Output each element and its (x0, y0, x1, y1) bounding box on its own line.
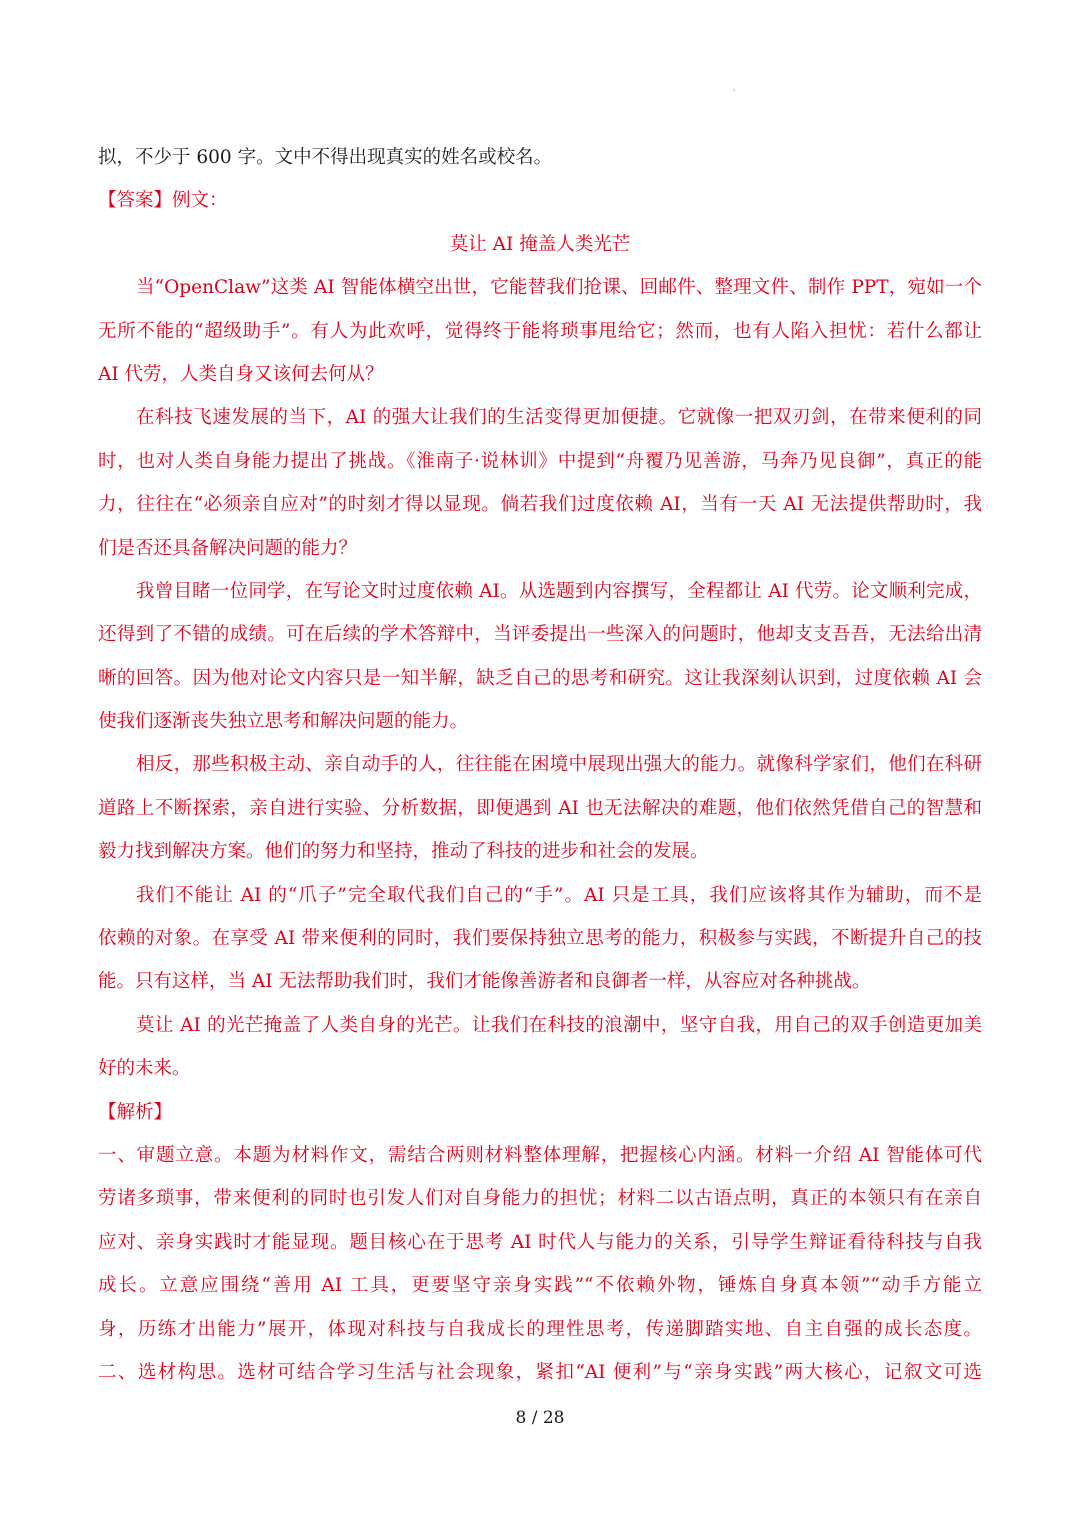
essay-line: 无所不能的“超级助手”。有人为此欢呼，觉得终于能将琐事甩给它；然而，也有人陷入担忧：若什么都让 (98, 320, 982, 342)
essay-title: 莫让 AI 掩盖人类光芒 (449, 233, 631, 255)
page-content (98, 136, 982, 1394)
essay-paragraph (98, 266, 982, 396)
analysis-line: 劳诸多琐事，带来便利的同时也引发人们对自身能力的担忧；材料二以古语点明，真正的本领只有在亲自 (98, 1188, 982, 1210)
analysis-section (98, 1134, 982, 1394)
essay-line: 时，也对人类自身能力提出了挑战。《淮南子·说林训》中提到“舟覆乃见善游，马奔乃见良御”，真正的能 (98, 450, 982, 472)
analysis-line: 身，历练才出能力”展开，体现对科技与自我成长的理性思考，传递脚踏实地、自主自强的成长态度。 (98, 1318, 982, 1340)
essay-line: 道路上不断探索，亲自进行实验、分析数据，即便遇到 AI 也无法解决的难题，他们依然凭借自己的智慧和 (98, 797, 982, 819)
essay-line: 们是否还具备解决问题的能力？ (98, 537, 358, 559)
essay-paragraph (98, 1004, 982, 1091)
essay-line: AI 代劳，人类自身又该何去何从？ (98, 363, 384, 385)
essay-line: 我们不能让 AI 的“爪子”完全取代我们自己的“手”。AI 只是工具，我们应该将其作为辅助，而不是 (136, 884, 982, 906)
essay-line: 晰的回答。因为他对论文内容只是一知半解，缺乏自己的思考和研究。这让我深刻认识到，过度依赖 AI 会 (98, 667, 982, 689)
analysis-label: 【解析】 (98, 1101, 173, 1123)
essay-paragraph (98, 743, 982, 873)
question-tail: 拟，不少于 600 字。文中不得出现真实的姓名或校名。 (98, 147, 553, 168)
essay-line: 依赖的对象。在享受 AI 带来便利的同时，我们要保持独立思考的能力，积极参与实践，不断提升自己的技 (98, 928, 982, 950)
answer-label: 【答案】例文： (98, 190, 228, 212)
analysis-line: 二、选材构思。选材可结合学习生活与社会现象，紧扣“AI 便利”与“亲身实践”两大核心，记叙文可选 (98, 1361, 982, 1383)
essay-paragraph (98, 570, 982, 744)
essay-paragraph (98, 396, 982, 570)
essay-line: 使我们逐渐丧失独立思考和解决问题的能力。 (98, 711, 469, 733)
essay-line: 力，往往在“必须亲自应对”的时刻才得以显现。倘若我们过度依赖 AI，当有一天 AI 无法提供帮助时，我 (98, 494, 982, 516)
header-mark: ' (733, 88, 736, 97)
essay-line: 还得到了不错的成绩。可在后续的学术答辩中，当评委提出一些深入的问题时，他却支支吾吾，无法给出清 (98, 624, 982, 646)
analysis-line: 成长。立意应围绕“善用 AI 工具，更要坚守亲身实践”“不依赖外物，锤炼自身真本领”“动手方能立 (98, 1275, 982, 1297)
analysis-line: 一、审题立意。本题为材料作文，需结合两则材料整体理解，把握核心内涵。材料一介绍 AI 智能体可代 (98, 1144, 982, 1166)
essay-line: 莫让 AI 的光芒掩盖了人类自身的光芒。让我们在科技的浪潮中，坚守自我，用自己的双手创造更加美 (136, 1014, 982, 1036)
analysis-line: 应对、亲身实践时才能显现。题目核心在于思考 AI 时代人与能力的关系，引导学生辩证看待科技与自我 (98, 1231, 982, 1253)
essay-line: 能。只有这样，当 AI 无法帮助我们时，我们才能像善游者和良御者一样，从容应对各种挑战。 (98, 971, 871, 993)
essay-line: 好的未来。 (98, 1058, 191, 1080)
essay-line: 在科技飞速发展的当下，AI 的强大让我们的生活变得更加便捷。它就像一把双刃剑，在带来便利的同 (136, 407, 982, 429)
essay-line: 我曾目睹一位同学，在写论文时过度依赖 AI。从选题到内容撰写，全程都让 AI 代劳。论文顺利完成， (136, 580, 982, 602)
essay-paragraph (98, 874, 982, 1004)
page-number: 8 / 28 (515, 1408, 565, 1428)
essay-line: 当“OpenClaw”这类 AI 智能体横空出世，它能替我们抢课、回邮件、整理文件、制作 PPT，宛如一个 (136, 277, 982, 299)
essay-line: 毅力找到解决方案。他们的努力和坚持，推动了科技的进步和社会的发展。 (98, 841, 709, 863)
essay-line: 相反，那些积极主动、亲自动手的人，往往能在困境中展现出强大的能力。就像科学家们，他们在科研 (136, 754, 982, 776)
